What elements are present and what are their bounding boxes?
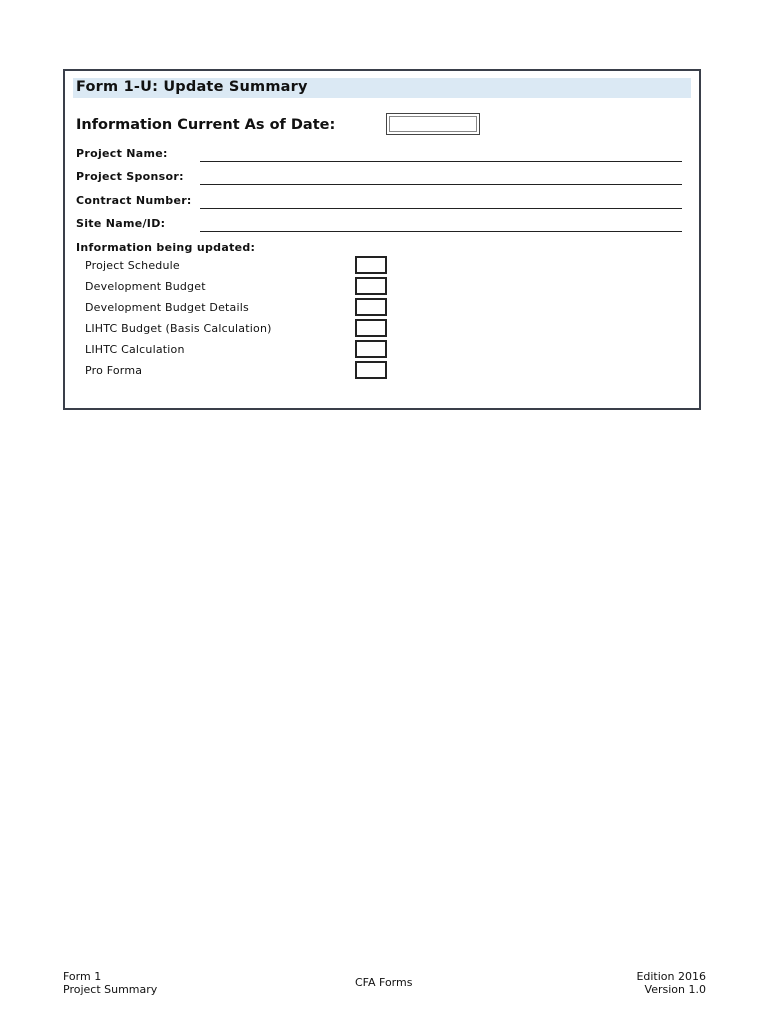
project-name-field[interactable] [200, 161, 682, 162]
footer-form-number: Form 1 [63, 970, 102, 983]
development-budget-checkbox[interactable] [355, 277, 387, 295]
footer-version: Version 1.0 [644, 983, 706, 996]
checkbox-row-development-budget-details [85, 298, 395, 318]
contract-number-row [76, 194, 682, 212]
information-updated-label: Information being updated: [76, 241, 256, 254]
footer-edition: Edition 2016 [636, 970, 706, 983]
footer-form-name: Project Summary [63, 983, 158, 996]
update-summary-form [63, 69, 701, 410]
project-name-row [76, 147, 682, 165]
checkbox-label: Development Budget Details [85, 301, 249, 314]
checkbox-row-lihtc-calculation [85, 340, 395, 360]
lihtc-calculation-checkbox[interactable] [355, 340, 387, 358]
contract-number-label: Contract Number: [76, 194, 192, 207]
site-name-label: Site Name/ID: [76, 217, 166, 230]
project-sponsor-label: Project Sponsor: [76, 170, 184, 183]
date-input[interactable] [386, 113, 480, 135]
checkbox-row-pro-forma [85, 361, 395, 381]
checkbox-row-project-schedule [85, 256, 395, 276]
development-budget-details-checkbox[interactable] [355, 298, 387, 316]
footer-right [636, 970, 706, 996]
form-title-bar [73, 78, 691, 98]
checkbox-label: LIHTC Budget (Basis Calculation) [85, 322, 272, 335]
site-name-field[interactable] [200, 231, 682, 232]
project-sponsor-field[interactable] [200, 184, 682, 185]
lihtc-budget-checkbox[interactable] [355, 319, 387, 337]
pro-forma-checkbox[interactable] [355, 361, 387, 379]
footer-center: CFA Forms [355, 976, 413, 989]
checkbox-label: Development Budget [85, 280, 206, 293]
form-title: Form 1-U: Update Summary [76, 79, 308, 95]
footer-left [63, 970, 157, 996]
project-name-label: Project Name: [76, 147, 168, 160]
project-sponsor-row [76, 170, 682, 188]
date-label: Information Current As of Date: [76, 117, 336, 133]
checkbox-row-development-budget [85, 277, 395, 297]
contract-number-field[interactable] [200, 208, 682, 209]
checkbox-row-lihtc-budget [85, 319, 395, 339]
checkbox-label: LIHTC Calculation [85, 343, 185, 356]
site-name-row [76, 217, 682, 235]
project-schedule-checkbox[interactable] [355, 256, 387, 274]
checkbox-label: Pro Forma [85, 364, 143, 377]
checkbox-label: Project Schedule [85, 259, 180, 272]
